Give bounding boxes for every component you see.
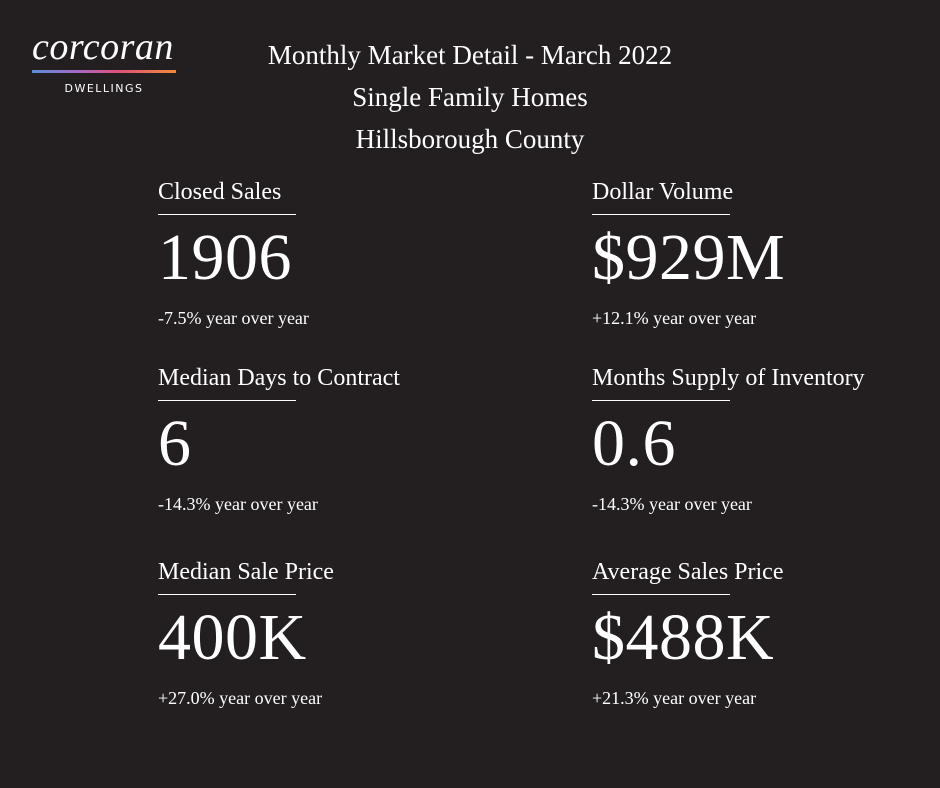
- stat-value: 400K: [158, 601, 307, 674]
- stat-label: Dollar Volume: [592, 179, 734, 205]
- stat-divider: [592, 594, 730, 595]
- stat-months-supply: [592, 364, 892, 515]
- county-name: Hillsborough County: [355, 124, 585, 154]
- stat-change: +21.3% year over year: [592, 688, 757, 708]
- stat-change: +12.1% year over year: [592, 308, 757, 328]
- stat-median-days-to-contract: [158, 364, 458, 515]
- stat-label: Median Days to Contract: [158, 365, 400, 391]
- report-title: Monthly Market Detail - March 2022: [267, 40, 673, 70]
- stat-label: Months Supply of Inventory: [592, 365, 865, 391]
- stat-divider: [158, 214, 296, 215]
- stat-average-sales-price: [592, 558, 892, 709]
- property-type: Single Family Homes: [352, 82, 588, 112]
- logo-subtitle: DWELLINGS: [64, 82, 144, 95]
- stat-value: $488K: [592, 601, 775, 674]
- stat-change: +27.0% year over year: [158, 688, 323, 708]
- stat-value: 1906: [158, 221, 292, 294]
- stat-divider: [158, 594, 296, 595]
- stat-dollar-volume: [592, 178, 892, 329]
- stat-value: $929M: [592, 221, 786, 294]
- stat-label: Closed Sales: [158, 179, 282, 205]
- stat-change: -7.5% year over year: [158, 308, 309, 328]
- stat-value: 0.6: [592, 407, 676, 480]
- logo-wordmark: corcoran: [32, 26, 174, 68]
- stat-label: Average Sales Price: [592, 559, 784, 585]
- stat-divider: [592, 400, 730, 401]
- stat-change: -14.3% year over year: [592, 494, 752, 514]
- report-header: [0, 34, 940, 160]
- stat-divider: [592, 214, 730, 215]
- stat-change: -14.3% year over year: [158, 494, 318, 514]
- stat-label: Median Sale Price: [158, 559, 334, 585]
- stat-median-sale-price: [158, 558, 458, 709]
- stat-divider: [158, 400, 296, 401]
- stat-closed-sales: [158, 178, 458, 329]
- stat-value: 6: [158, 407, 192, 480]
